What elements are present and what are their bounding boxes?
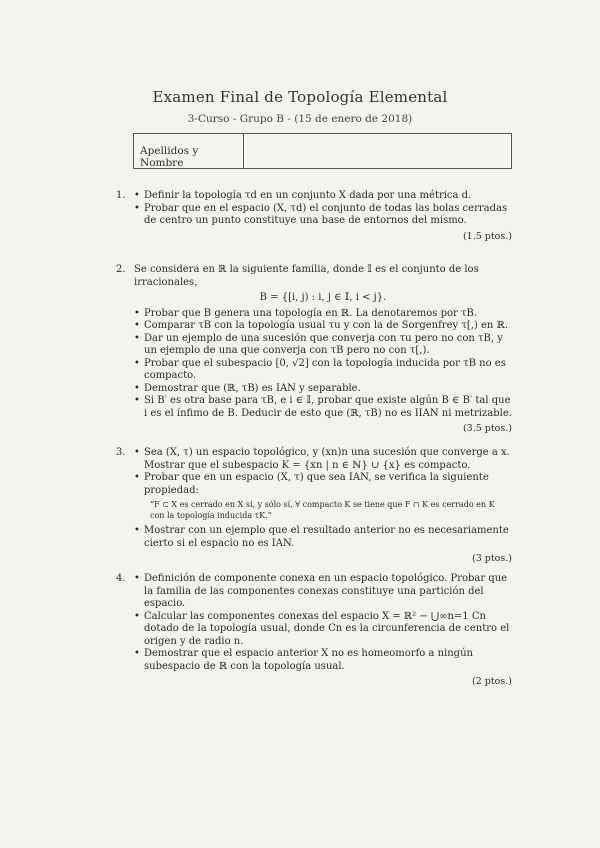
question-number: 4. <box>116 573 126 584</box>
list-item: • Si B′ es otra base para τB, e i ∈ 𝕀, probar que existe algún B ∈ B′ tal que i es el ínfimo de B. Deducir de esto que (ℝ, τB) no es IIAN ni metrizable. <box>134 395 512 420</box>
formula: B = {[i, j) : i, j ∈ 𝕀, i < j}. <box>259 292 387 303</box>
list-item: • Demostrar que el espacio anterior X no es homeomorfo a ningún subespacio de ℝ con la topología usual. <box>134 648 512 673</box>
property-quote: “F ⊂ X es cerrado en X sí, y sólo sí, ∀ compacto K se tiene que F ∩ K es cerrado en K con la topología inducida τK.” <box>150 500 495 520</box>
list-item: • Calcular las componentes conexas del espacio X = ℝ² − ⋃∞n=1 Cn dotado de la topología usual, donde Cn es la circunferencia de centro el origen y de radio n. <box>134 611 512 649</box>
list-item: • Probar que el subespacio [0, √2] con la topología inducida por τB no es compacto. <box>134 358 512 383</box>
name-box <box>133 133 512 169</box>
question-lead: • Definición de componente conexa en un espacio topológico. Probar que la familia de las componentes conexas constituye una partición del espacio. <box>134 573 512 611</box>
list-item: • Probar que en el espacio (X, τd) el conjunto de todas las bolas cerradas de centro un punto constituye una base de entornos del mismo. <box>134 203 512 228</box>
question-number: 1. <box>116 190 126 201</box>
list-item: • Probar que en un espacio (X, τ) que sea IAN, se verifica la siguiente propiedad: <box>134 472 512 497</box>
question-4 <box>116 573 512 689</box>
question-1 <box>116 190 512 243</box>
list-item: • Probar que B genera una topología en ℝ. La denotaremos por τB. <box>134 308 512 321</box>
list-item: • Demostrar que (ℝ, τB) es IAN y separable. <box>134 383 512 396</box>
question-points: (3.5 ptos.) <box>462 423 512 434</box>
exam-subtitle: 3-Curso - Grupo B - (15 de enero de 2018) <box>187 113 413 125</box>
list-item: • Dar un ejemplo de una sucesión que converja con τu pero no con τB, y un ejemplo de una que converja con τB pero no con τ[,). <box>134 333 512 358</box>
exam-title: Examen Final de Topología Elemental <box>152 88 448 106</box>
name-label: Apellidos y Nombre <box>134 134 244 168</box>
question-3 <box>116 447 512 566</box>
question-2 <box>116 264 512 436</box>
question-points: (3 ptos.) <box>472 553 512 564</box>
question-points: (2 ptos.) <box>472 676 512 687</box>
question-intro: Se considera en ℝ la siguiente familia, donde 𝕀 es el conjunto de los irracionales, <box>134 264 479 288</box>
list-item: • Definir la topología τd en un conjunto X dada por una métrica d. <box>134 190 512 203</box>
question-lead: • Sea (X, τ) un espacio topológico, y (xn)n una sucesión que converge a x. Mostrar que el subespacio K = {xn | n ∈ ℕ} ∪ {x} es compacto. <box>134 447 512 472</box>
list-item: • Comparar τB con la topología usual τu y con la de Sorgenfrey τ[,) en ℝ. <box>134 320 512 333</box>
name-field[interactable] <box>244 134 511 168</box>
question-number: 3. <box>116 447 126 458</box>
question-number: 2. <box>116 264 126 275</box>
question-points: (1.5 ptos.) <box>462 230 512 242</box>
list-item: • Mostrar con un ejemplo que el resultado anterior no es necesariamente cierto si el espacio no es IAN. <box>134 525 512 550</box>
